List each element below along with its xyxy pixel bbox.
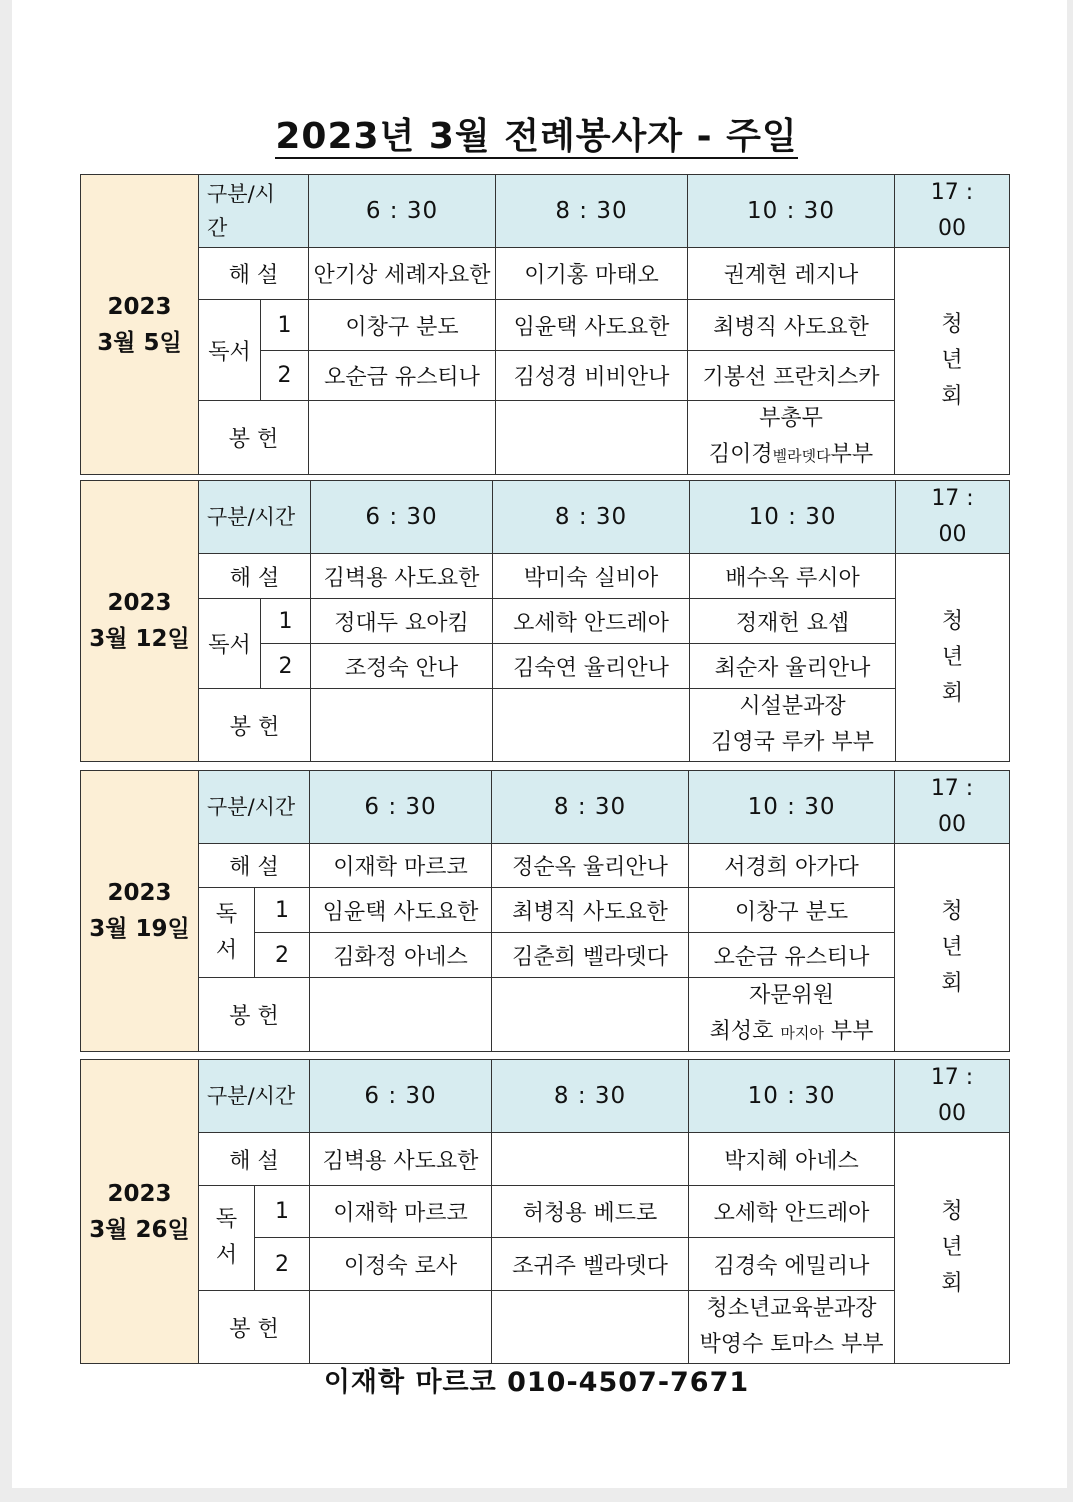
commentary-label: 해 설 bbox=[199, 844, 310, 888]
offering-cell bbox=[492, 1291, 689, 1364]
commentary-cell: 김벽용 사도요한 bbox=[310, 1133, 492, 1186]
commentary-label: 해 설 bbox=[199, 248, 309, 300]
commentary-cell bbox=[492, 1133, 689, 1186]
reading-cell: 김화정 아네스 bbox=[310, 933, 492, 978]
offering-cell bbox=[689, 978, 895, 1052]
offering-person: 김이경벨라뎃다부부 bbox=[708, 442, 874, 467]
offering-role: 시설분과장 bbox=[739, 694, 846, 719]
service-date: 2023 3월 12일 bbox=[81, 481, 199, 762]
offering-cell bbox=[309, 401, 496, 475]
commentary-cell: 이재학 마르코 bbox=[310, 844, 492, 888]
offering-cell bbox=[310, 978, 492, 1052]
reading-cell: 김숙연 율리안나 bbox=[493, 644, 690, 689]
category-time-header: 구분/시간 bbox=[199, 481, 311, 554]
reading-cell: 조정숙 안나 bbox=[311, 644, 493, 689]
reading-number: 2 bbox=[255, 1238, 310, 1291]
offering-cell bbox=[496, 401, 688, 475]
category-time-header: 구분/시간 bbox=[199, 771, 310, 844]
offering-person: 김영국 루카 부부 bbox=[711, 730, 874, 755]
reading-cell: 김성경 비비안나 bbox=[496, 351, 688, 401]
offering-cell bbox=[689, 1291, 895, 1364]
commentary-label: 해 설 bbox=[199, 554, 311, 599]
commentary-cell: 배수옥 루시아 bbox=[690, 554, 896, 599]
reading-number: 1 bbox=[261, 599, 311, 644]
reading-cell: 오순금 유스티나 bbox=[689, 933, 895, 978]
reading-cell: 김춘희 벨라뎃다 bbox=[492, 933, 689, 978]
offering-cell bbox=[688, 401, 895, 475]
reading-cell: 김경숙 에밀리나 bbox=[689, 1238, 895, 1291]
schedule-table-week-1 bbox=[80, 174, 1010, 475]
schedule-table-week-2 bbox=[80, 480, 1010, 762]
reading-cell: 임윤택 사도요한 bbox=[310, 888, 492, 933]
reading-cell: 정대두 요아킴 bbox=[311, 599, 493, 644]
service-date: 2023 3월 19일 bbox=[81, 771, 199, 1052]
commentary-cell: 박미숙 실비아 bbox=[493, 554, 690, 599]
time-header-0830: 8 : 30 bbox=[492, 1060, 689, 1133]
reading-number: 2 bbox=[261, 351, 309, 401]
offering-cell bbox=[690, 689, 896, 762]
youth-group-cell: 청 년 회 bbox=[895, 844, 1010, 1052]
time-header-0830: 8 : 30 bbox=[493, 481, 690, 554]
reading-label: 독 서 bbox=[199, 1186, 255, 1291]
time-header-1700: 17 : 00 bbox=[896, 481, 1010, 554]
commentary-cell: 김벽용 사도요한 bbox=[311, 554, 493, 599]
contact-info: 이재학 마르코 010-4507-7671 bbox=[323, 1367, 750, 1398]
reading-cell: 이창구 분도 bbox=[689, 888, 895, 933]
offering-person: 최성호 마지아 부부 bbox=[709, 1019, 874, 1044]
service-date: 2023 3월 5일 bbox=[81, 175, 199, 475]
youth-group-cell: 청 년 회 bbox=[896, 554, 1010, 762]
reading-label: 독 서 bbox=[199, 888, 255, 978]
reading-number: 1 bbox=[255, 1186, 310, 1238]
schedule-table-week-3 bbox=[80, 770, 1010, 1052]
reading-cell: 이재학 마르코 bbox=[310, 1186, 492, 1238]
offering-label: 봉 헌 bbox=[199, 401, 309, 475]
offering-role: 부총무 bbox=[759, 406, 823, 431]
offering-cell bbox=[311, 689, 493, 762]
time-header-1030: 10 : 30 bbox=[689, 771, 895, 844]
reading-number: 2 bbox=[255, 933, 310, 978]
reading-cell: 최순자 율리안나 bbox=[690, 644, 896, 689]
time-header-1700: 17 : 00 bbox=[895, 771, 1010, 844]
time-header-0630: 6 : 30 bbox=[310, 1060, 492, 1133]
commentary-cell: 이기홍 마태오 bbox=[496, 248, 688, 300]
reading-label: 독서 bbox=[199, 599, 261, 689]
time-header-0830: 8 : 30 bbox=[496, 175, 688, 248]
reading-label: 독서 bbox=[199, 300, 261, 401]
reading-number: 1 bbox=[261, 300, 309, 351]
commentary-cell: 정순옥 율리안나 bbox=[492, 844, 689, 888]
commentary-cell: 안기상 세례자요한 bbox=[309, 248, 496, 300]
time-header-1030: 10 : 30 bbox=[689, 1060, 895, 1133]
reading-cell: 조귀주 벨라뎃다 bbox=[492, 1238, 689, 1291]
offering-cell bbox=[493, 689, 690, 762]
reading-cell: 최병직 사도요한 bbox=[688, 300, 895, 351]
schedule-table-week-4 bbox=[80, 1059, 1010, 1364]
offering-role: 자문위원 bbox=[749, 983, 835, 1008]
time-header-1700: 17 : 00 bbox=[895, 1060, 1010, 1133]
offering-label: 봉 헌 bbox=[199, 1291, 310, 1364]
reading-cell: 정재헌 요셉 bbox=[690, 599, 896, 644]
reading-cell: 허청용 베드로 bbox=[492, 1186, 689, 1238]
reading-cell: 최병직 사도요한 bbox=[492, 888, 689, 933]
time-header-0630: 6 : 30 bbox=[309, 175, 496, 248]
category-time-header: 구분/시 간 bbox=[199, 175, 309, 248]
offering-cell bbox=[492, 978, 689, 1052]
commentary-cell: 박지혜 아네스 bbox=[689, 1133, 895, 1186]
time-header-1030: 10 : 30 bbox=[690, 481, 896, 554]
time-header-1030: 10 : 30 bbox=[688, 175, 895, 248]
reading-cell: 오세학 안드레아 bbox=[493, 599, 690, 644]
category-time-header: 구분/시간 bbox=[199, 1060, 310, 1133]
reading-cell: 기봉선 프란치스카 bbox=[688, 351, 895, 401]
reading-cell: 이정숙 로사 bbox=[310, 1238, 492, 1291]
youth-group-cell: 청 년 회 bbox=[895, 248, 1010, 475]
commentary-label: 해 설 bbox=[199, 1133, 310, 1186]
commentary-cell: 서경희 아가다 bbox=[689, 844, 895, 888]
reading-cell: 이창구 분도 bbox=[309, 300, 496, 351]
time-header-0630: 6 : 30 bbox=[311, 481, 493, 554]
reading-number: 1 bbox=[255, 888, 310, 933]
time-header-0630: 6 : 30 bbox=[310, 771, 492, 844]
commentary-cell: 권계현 레지나 bbox=[688, 248, 895, 300]
service-date: 2023 3월 26일 bbox=[81, 1060, 199, 1364]
reading-number: 2 bbox=[261, 644, 311, 689]
reading-cell: 오순금 유스티나 bbox=[309, 351, 496, 401]
offering-cell bbox=[310, 1291, 492, 1364]
reading-cell: 임윤택 사도요한 bbox=[496, 300, 688, 351]
time-header-0830: 8 : 30 bbox=[492, 771, 689, 844]
offering-person: 박영수 토마스 부부 bbox=[699, 1332, 884, 1357]
reading-cell: 오세학 안드레아 bbox=[689, 1186, 895, 1238]
offering-role: 청소년교육분과장 bbox=[706, 1296, 877, 1321]
youth-group-cell: 청 년 회 bbox=[895, 1133, 1010, 1364]
offering-label: 봉 헌 bbox=[199, 978, 310, 1052]
document-title: 2023년 3월 전례봉사자 - 주일 bbox=[275, 116, 798, 157]
offering-label: 봉 헌 bbox=[199, 689, 311, 762]
time-header-1700: 17 : 00 bbox=[895, 175, 1010, 248]
